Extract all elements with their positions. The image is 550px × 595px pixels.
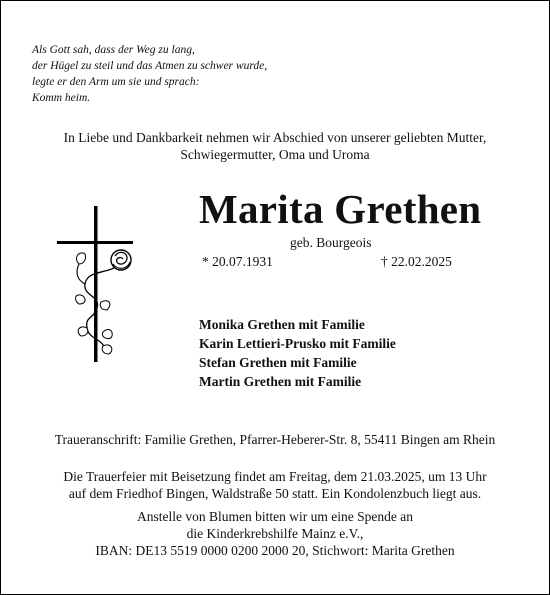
survivors-list <box>199 315 396 391</box>
intro-text <box>1 129 549 163</box>
donation-line: die Kinderkrebshilfe Mainz e.V., <box>186 526 364 541</box>
deceased-name: Marita Grethen <box>199 186 482 232</box>
donation-line: IBAN: DE13 5519 0000 0200 2000 20, Stichwort: Marita Grethen <box>95 543 455 558</box>
poem <box>32 42 267 106</box>
donation-info <box>1 508 549 559</box>
survivor-item: Monika Grethen mit Familie <box>199 317 365 332</box>
intro-line: In Liebe und Dankbarkeit nehmen wir Abschied von unserer geliebten Mutter, <box>63 130 487 145</box>
mourning-address: Traueranschrift: Familie Grethen, Pfarrer-Heberer-Str. 8, 55411 Bingen am Rhein <box>54 432 496 447</box>
poem-line: Komm heim. <box>32 92 91 104</box>
survivor-item: Martin Grethen mit Familie <box>199 374 362 389</box>
service-line: auf dem Friedhof Bingen, Waldstraße 50 statt. Ein Kondolenzbuch liegt aus. <box>68 486 482 501</box>
maiden-name: geb. Bourgeois <box>290 235 372 250</box>
service-info <box>1 468 549 502</box>
survivor-item: Stefan Grethen mit Familie <box>199 355 357 370</box>
death-date: † 22.02.2025 <box>381 254 452 269</box>
poem-line: legte er den Arm um sie und sprach: <box>32 76 200 88</box>
intro-line: Schwiegermutter, Oma und Uroma <box>180 147 370 162</box>
birth-date: * 20.07.1931 <box>202 254 273 269</box>
poem-line: Als Gott sah, dass der Weg zu lang, <box>32 44 195 56</box>
poem-line: der Hügel zu steil und das Atmen zu schwer wurde, <box>32 60 268 72</box>
donation-line: Anstelle von Blumen bitten wir um eine Spende an <box>137 509 413 524</box>
cross-with-rose-icon <box>57 204 147 364</box>
survivor-item: Karin Lettieri-Prusko mit Familie <box>199 336 396 351</box>
service-line: Die Trauerfeier mit Beisetzung findet am Freitag, dem 21.03.2025, um 13 Uhr <box>63 469 487 484</box>
